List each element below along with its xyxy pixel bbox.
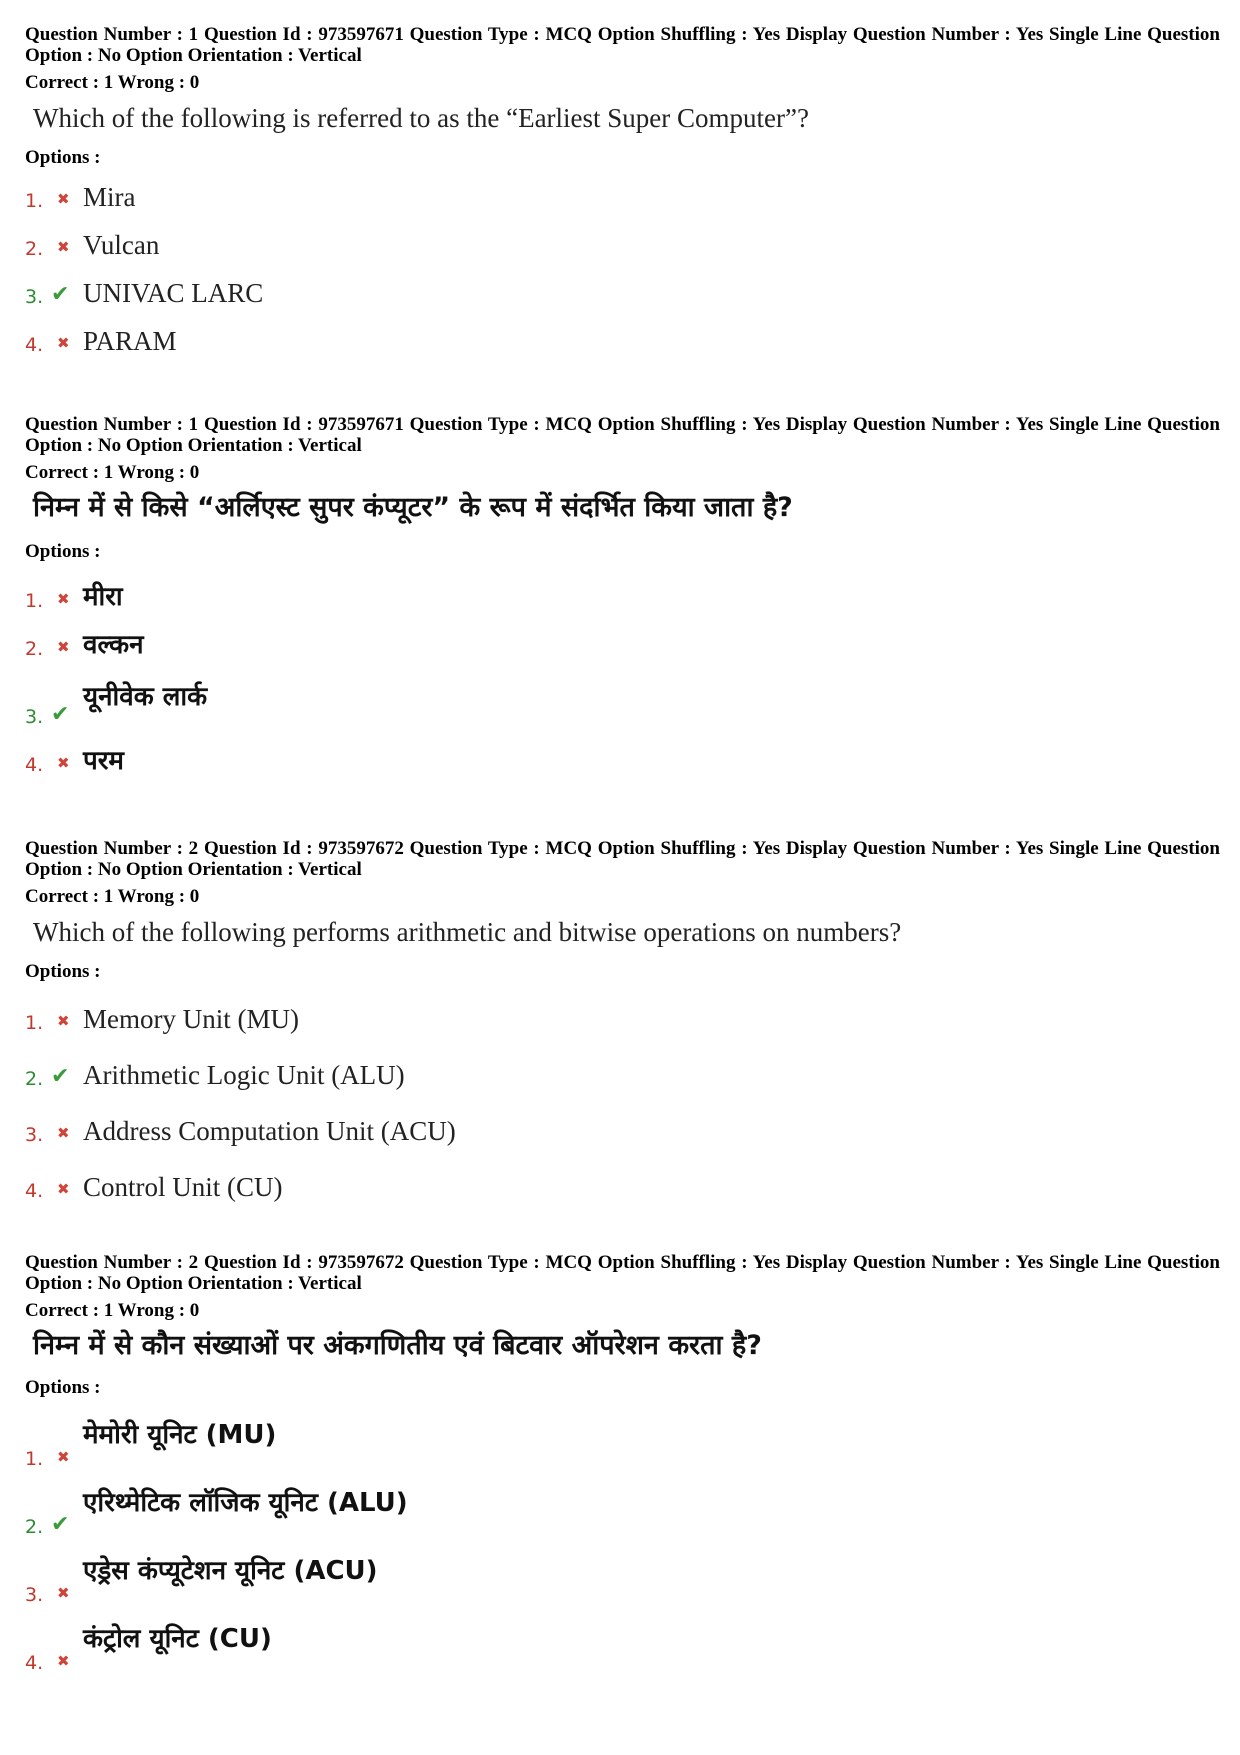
check-mark-icon: ✔ [51,1064,70,1089]
option-text: Control Unit (CU) [83,1172,283,1202]
option-text: Vulcan [83,230,160,260]
check-mark-icon: ✔ [51,282,70,307]
option-4 [25,1608,1220,1676]
cross-mark-icon: ✖ [57,754,70,772]
option-number: 2. [25,238,44,260]
option-number: 1. [25,190,44,212]
check-mark-icon: ✔ [51,1512,70,1537]
question-meta: Question Number : 1 Question Id : 973597671 Question Type : MCQ Option Shuffling : Yes Display Question Number : Yes Single Line Question Option : No Option Orientation : Vertical [25,24,1220,66]
option-number: 4. [25,1652,44,1674]
option-2 [25,614,1220,662]
option-1 [25,1404,1220,1472]
option-2 [25,214,1220,262]
option-text: एड्रेस कंप्यूटेशन यूनिट (ACU) [83,1556,378,1586]
cross-mark-icon: ✖ [57,1180,70,1198]
options-list [25,988,1220,1204]
option-number: 3. [25,1584,44,1606]
cross-mark-icon: ✖ [57,1124,70,1142]
options-list [25,1404,1220,1676]
cross-mark-icon: ✖ [57,1652,70,1670]
option-text: मीरा [83,582,123,612]
options-label: Options : [25,961,101,982]
cross-mark-icon: ✖ [57,190,70,208]
cross-mark-icon: ✖ [57,238,70,256]
options-label: Options : [25,1377,101,1398]
option-text: PARAM [83,326,177,356]
option-number: 4. [25,334,44,356]
question-block-4 [25,1252,1220,1676]
option-number: 2. [25,638,44,660]
question-block-1 [25,24,1220,358]
option-4 [25,730,1220,778]
score-line: Correct : 1 Wrong : 0 [25,1300,200,1321]
option-text: UNIVAC LARC [83,278,264,308]
option-number: 4. [25,1180,44,1202]
option-text: Arithmetic Logic Unit (ALU) [83,1060,405,1090]
option-number: 2. [25,1068,44,1090]
option-number: 2. [25,1516,44,1538]
option-text: यूनीवेक लार्क [83,682,208,712]
score-line: Correct : 1 Wrong : 0 [25,462,200,483]
option-2 [25,1472,1220,1540]
option-number: 4. [25,754,44,776]
check-mark-icon: ✔ [51,702,70,727]
options-label: Options : [25,541,101,562]
option-3 [25,662,1220,730]
option-1 [25,988,1220,1036]
question-block-3 [25,838,1220,1204]
score-line: Correct : 1 Wrong : 0 [25,72,200,93]
option-2 [25,1036,1220,1092]
cross-mark-icon: ✖ [57,638,70,656]
option-text: Address Computation Unit (ACU) [83,1116,456,1146]
option-4 [25,310,1220,358]
option-text: Mira [83,182,136,212]
option-3 [25,1092,1220,1148]
options-list [25,174,1220,358]
option-number: 3. [25,1124,44,1146]
option-1 [25,568,1220,614]
question-text: Which of the following performs arithmetic and bitwise operations on numbers? [33,917,902,947]
option-text: एरिथ्मेटिक लॉजिक यूनिट (ALU) [83,1488,408,1518]
question-meta: Question Number : 2 Question Id : 973597672 Question Type : MCQ Option Shuffling : Yes Display Question Number : Yes Single Line Question Option : No Option Orientation : Vertical [25,838,1220,880]
option-text: कंट्रोल यूनिट (CU) [83,1624,272,1654]
option-number: 3. [25,706,44,728]
question-text: निम्न में से कौन संख्याओं पर अंकगणितीय एवं बिटवार ऑपरेशन करता है? [33,1330,762,1361]
question-text: निम्न में से किसे “अर्लिएस्ट सुपर कंप्यूटर” के रूप में संदर्भित किया जाता है? [33,492,793,523]
question-block-2 [25,414,1220,778]
option-1 [25,174,1220,214]
option-text: वल्कन [83,630,144,660]
option-text: परम [83,746,124,776]
option-number: 1. [25,1012,44,1034]
cross-mark-icon: ✖ [57,1448,70,1466]
question-meta: Question Number : 2 Question Id : 973597672 Question Type : MCQ Option Shuffling : Yes Display Question Number : Yes Single Line Question Option : No Option Orientation : Vertical [25,1252,1220,1294]
option-text: मेमोरी यूनिट (MU) [83,1420,277,1450]
options-label: Options : [25,147,101,168]
question-meta: Question Number : 1 Question Id : 973597671 Question Type : MCQ Option Shuffling : Yes Display Question Number : Yes Single Line Question Option : No Option Orientation : Vertical [25,414,1220,456]
cross-mark-icon: ✖ [57,1012,70,1030]
cross-mark-icon: ✖ [57,1584,70,1602]
option-number: 1. [25,590,44,612]
option-3 [25,1540,1220,1608]
options-list [25,568,1220,778]
option-text: Memory Unit (MU) [83,1004,299,1034]
question-text: Which of the following is referred to as the “Earliest Super Computer”? [33,103,809,133]
cross-mark-icon: ✖ [57,590,70,608]
option-3 [25,262,1220,310]
cross-mark-icon: ✖ [57,334,70,352]
option-number: 3. [25,286,44,308]
option-4 [25,1148,1220,1204]
option-number: 1. [25,1448,44,1470]
score-line: Correct : 1 Wrong : 0 [25,886,200,907]
